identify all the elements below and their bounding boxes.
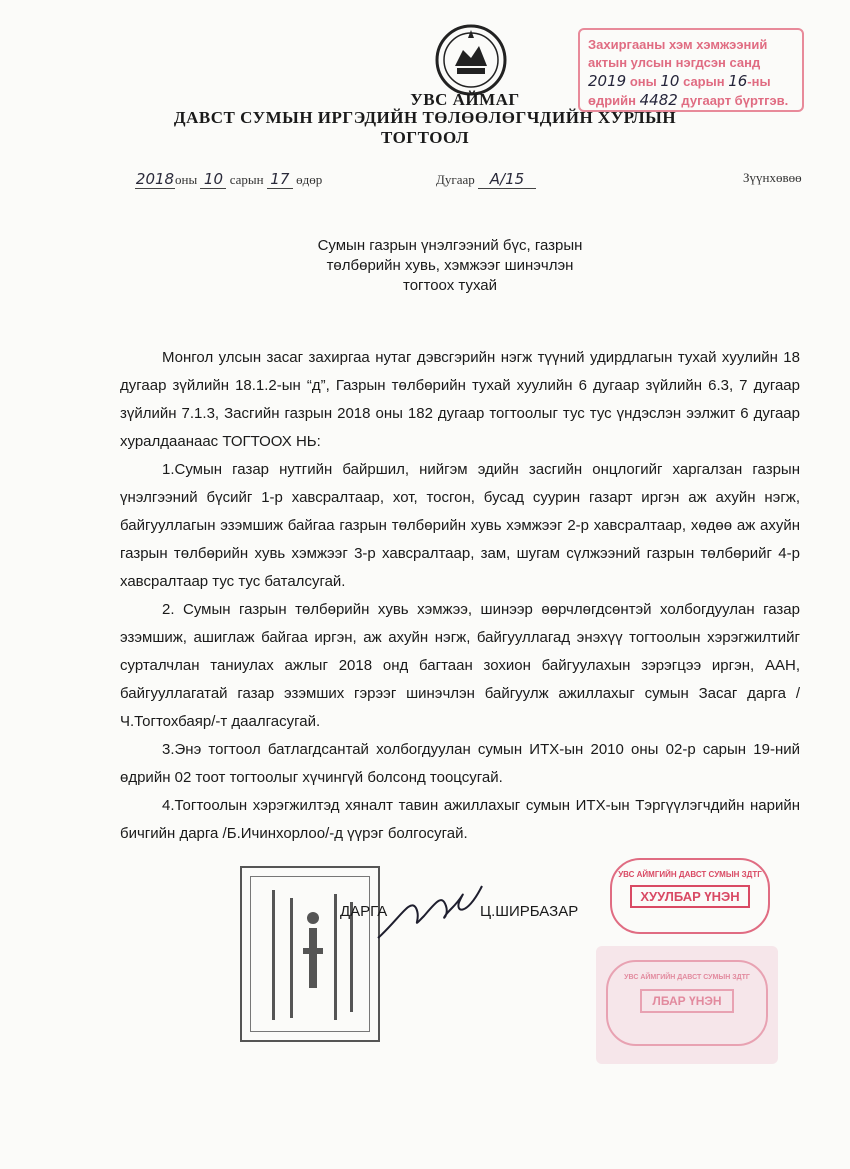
- signatory-name: Ц.ШИРБАЗАР: [480, 903, 579, 920]
- document-place: Зүүнхөвөө: [743, 170, 802, 185]
- registration-stamp-number: өдрийн 4482 дугаарт бүртгэв.: [588, 91, 789, 109]
- state-emblem-icon: [433, 22, 509, 98]
- registration-day: 16: [728, 72, 748, 90]
- seal-emblem-icon: [298, 908, 328, 998]
- resolution-body: [120, 344, 800, 848]
- resolution-title: Сумын газрын үнэлгээний бүс, газрын төлбөрийн хувь, хэмжээг шинэчлэн тогтоох тухай: [317, 237, 583, 294]
- document-number: Дугаар A/15: [436, 170, 536, 189]
- registration-month: 10: [660, 72, 680, 90]
- item-1-paragraph: 1.Сумын газар нутгийн байршил, нийгэм эдийн засгийн онцлогийг харгалзан газрын үнэлгээний бүсийг 1-р хавсралтаар, хот, тосгон, бусад суурин газарт иргэн аж ахуйн нэгж, байгууллагын эзэмшиж байгаа газрын төлбөрийн хувь хэмжээг 2-р хавсралтаар, хөдөө аж ахуйн газрын төлбөрийн хувь хэмжээг 3-р хавсралтаар, зам, шугам сүлжээний газрын төлбөрийг 4-р хавсралтаар тус тус баталсугай.: [120, 461, 800, 590]
- document-number-value: A/15: [478, 170, 536, 189]
- date-day: 17: [267, 170, 293, 189]
- certified-copy-stamp: УВС АЙМГИЙН ДАВСТ СУМЫН ЗДТГ ХУУЛБАР ҮНЭН: [610, 858, 770, 934]
- preamble-paragraph: Монгол улсын засаг захиргаа нутаг дэвсгэрийн нэгж түүний удирдлагын тухай хуулийн 18 дугаар зүйлийн 18.1.2-ын “д”, Газрын төлбөрийн тухай хуулийн 6 дугаар зүйлийн 6.3, 7 дугаар зүйлийн 7.1.3, Засгийн газрын 2018 оны 182 дугаар тогтоолыг тус тус үндэслэн ээлжит 6 дугаар хуралдаанаас ТОГТООХ НЬ:: [120, 349, 800, 450]
- document-date: 2018оны 10 сарын 17 өдөр: [135, 170, 323, 188]
- registration-number: 4482: [639, 91, 678, 109]
- date-month: 10: [200, 170, 226, 189]
- document-type-heading: ТОГТООЛ: [380, 128, 470, 147]
- aimag-heading: УВС АЙМАГ: [410, 90, 520, 109]
- item-4-paragraph: 4.Тогтоолын хэрэгжилтэд хяналт тавин ажиллахыг сумын ИТХ-ын Тэргүүлэгчдийн нарийн бичгийн дарга /Б.Ичинхорлоо/-д үүрэг болгосугай.: [120, 797, 800, 842]
- item-3-paragraph: 3.Энэ тогтоол батлагдсантай холбогдуулан сумын ИТХ-ын 2010 оны 02-р сарын 19-ний өдрийн 02 тоот тогтоолыг хүчингүй болсонд тооцсугай.: [120, 741, 800, 786]
- official-seal: [240, 866, 380, 1042]
- item-2-paragraph: 2. Сумын газрын төлбөрийн хувь хэмжээ, шинээр өөрчлөгдсөнтэй холбогдуулан газар эзэмшиж, ашиглаж байгаа иргэн, аж ахуйн нэгж, байгууллагад энэхүү тогтоолын хэрэгжилтийг сурталчлан таниулах ажлыг 2018 онд багтаан зохион байгуулахын зэрэгцээ иргэн, ААН, байгууллагатай газар эзэмших гэрээг шинэчлэн байгуулж ажиллахыг сумын Засаг дарга /Ч.Тогтохбаяр/-т даалгасугай.: [120, 601, 800, 730]
- registration-stamp-line1: Захиргааны хэм хэмжээний: [588, 37, 768, 52]
- registration-stamp: [578, 28, 804, 112]
- date-year: 2018: [135, 170, 175, 188]
- faded-certified-copy-stamp: УВС АЙМГИЙН ДАВСТ СУМЫН ЗДТГ ЛБАР ҮНЭН: [596, 946, 778, 1064]
- handwritten-signature: [370, 878, 490, 948]
- registration-stamp-date: 2019 оны 10 сарын 16-ны: [588, 72, 771, 90]
- signatory-title: ДАРГА: [340, 903, 388, 920]
- registration-stamp-line2: актын улсын нэгдсэн санд: [588, 55, 761, 70]
- council-heading: ДАВСТ СУМЫН ИРГЭДИЙН ТӨЛӨӨЛӨГЧДИЙН ХУРЛЫН: [173, 108, 677, 127]
- registration-year: 2019: [588, 72, 627, 90]
